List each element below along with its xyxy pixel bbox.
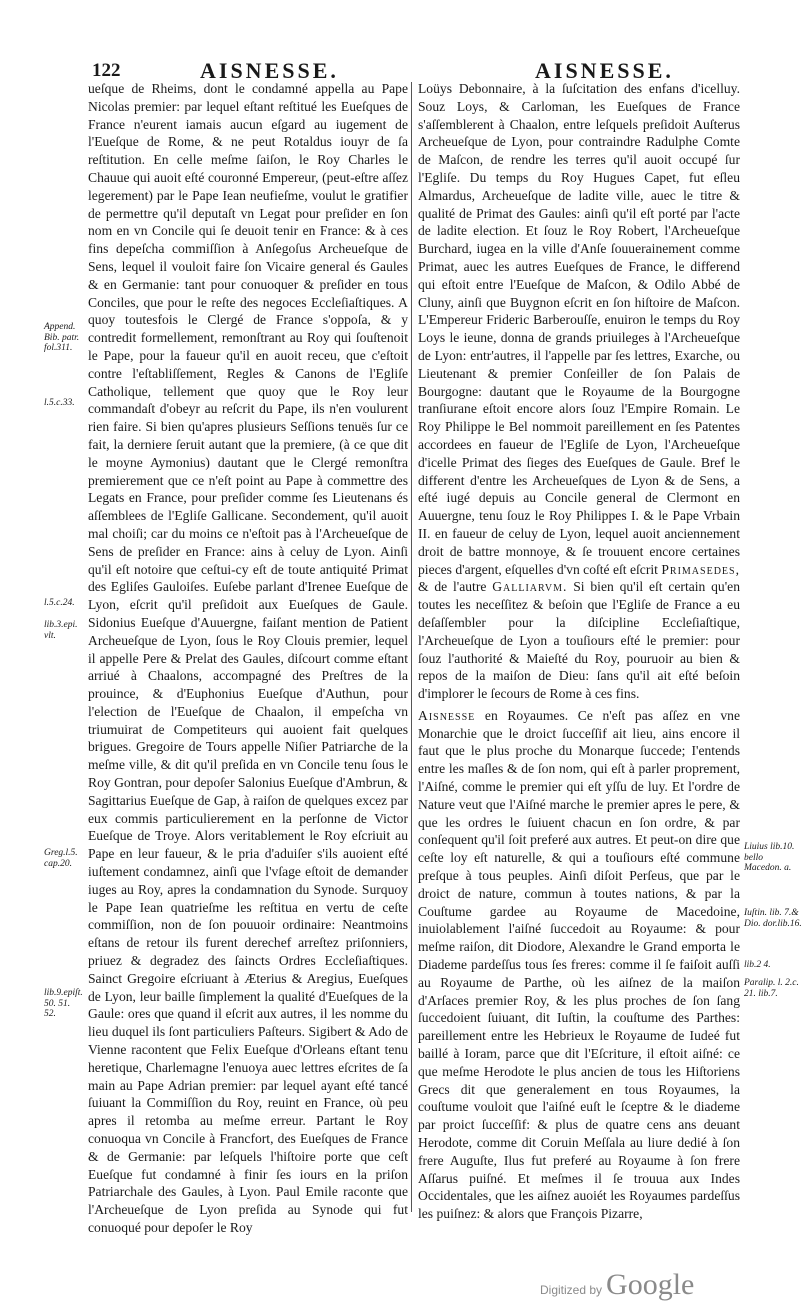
right-paragraph-1-text: Loüys Debonnaire, à la ſuſcitation des enfans d'icelluy. Souz Loys, & Carloman, les Eueſques de France s'aſſemblerent à Chaalon, entre leſquels preſidoit Auſterus Archeueſque de Lyon, pour contraindre Radulphe Comte de Maſcon, de rendre les terres qu'il auoit occupé ſur l'Egliſe. Du temps du Roy Hugues Capet, fut eſleu Almardus, Archeueſque de ladite ville, auec le titre & qualité de Primat des Gaules: ainſi qu'il eſt porté par l'acte de ladite election. Et ſouz le Roy Robert, l'Archeueſque Burchard, iugea en la ville d'Anſe ſouuerainement comme Primat, auec les autres Eueſques de France, le differend qui eſtoit entre l'Eueſque de Maſcon, & Odilo Abbé de Cluny, ainſi que Buygnon eſcrit en ſon hiſtoire de Maſcon. L'Empereur Frideric Barberouſſe, enuiron le temps du Roy Loys le ieune, donna de grands priuileges à l'Archeueſque de Lyon: entr'autres, il l'appelle par ſes lettres, Exarche, ou Lieutenant & premier Conſeiller de ſon Palais de Bourgogne: dautant que le Royaume de la Bourgogne tranſiurane eſtoit encore alors ſouz l'Empire Romain. Le Roy Philippe le Bel nommoit pareillement en ſes Patentes accordees en faueur de l'Egliſe de Lyon, l'Archeueſque d'icelle Primat des ſieges des Eueſques de Gaule. Bref le different d'entre les Archeueſques de Lyon & de Sens, a eſté iugé depuis au Concile general de Clermont en Auuergne, tenu ſouz le Roy Philippes I. & le Pape Vrbain II. en faueur de celuy de Lyon, lequel auoit anciennement droit de battre monnoye, & ſe trouuent encore certaines pieces d'argent, eſquelles d'vn coſté eſt eſcrit [418,81,740,577]
running-header-left: AISNESSE. [200,58,339,83]
margin-note: Append. Bib. patr. fol.311. [44,322,80,353]
coin-inscription-1: Primasedes, [661,561,740,577]
right-column-paragraph-2 [418,707,740,1223]
margin-note: lib.9.epiſt. 50. 51. 52. [44,988,83,1019]
right-paragraph-1b-text: Si bien qu'il eſt certain qu'en toutes les neceſſitez & beſoin que l'Egliſe de France a eu deſaſſembler pour la diſcipline Eccleſiaſtique, l'Archeueſque de Lyon a touſiours eſté le premier: pour ſouz l'authorité & Maieſté du Roy, pouruoir au bien & repos de la maiſon de Dieu: ſans qu'il ait eſté beſoin d'implorer le ſecours de Rome à ces fins. [418,579,740,702]
right-text-column [418,80,740,1222]
page-number: 122 [92,60,121,81]
coin-inscription-2: Galliarvm. [492,579,568,595]
section-heading-aisnesse: Aisnesse [418,707,476,723]
right-paragraph-2-text: en Royaumes. Ce n'eſt pas aſſez en vne Monarchie que le droict ſucceſſif ait lieu, ains encore il faut que le plus proche du Monarque ſuccede; I'entends entre les maſles & de ſon nom, qui eſt à parler proprement, l'Aiſné, comme le premier qui eſt yſſu de luy. Et l'ordre de Nature veut que l'Aiſné marche le premier apres le pere, & que les ordres le ſuiuent chacun en ſon ordre, & par conſequent qu'il ſoit preferé aux autres. Et peut-on dire que ceſte loy eſt naturelle, & qui a touſiours eſté commune preſque à tous peuples. Ainſi diſoit Perſeus, que par le droict de nature, commun à toutes nations, & par la Couſtume gardee au Royaume de Macedoine, inuiolablement l'aiſné ſuccedoit au Royaume: & pour meſme raiſon, dit Diodore, Alexandre le Grand emporta le Diademe pardeſſus tous ſes freres: comme il ſe faiſoit auſſi au Royaume de Parthe, où les aiſnez de la maiſon d'Arſaces premier Roy, & les plus proches de ſon ſang ſuccedoient ſuiuant, dit Iuſtin, la couſtume des Parthes: pareillement entre les Hebrieux le Royaume de Iudeé fut baillé à Ioram, parce que dit l'Eſcriture, il eſtoit aiſné: ce que meſme Herodote le plus ancien de tous les Hiſtoriens Grecs dit que generalement en tous Royaumes, la couſtume vouloit que l'aiſné euſt le ſceptre & le diademe par proict ſucceſſif: & plus de quatre cens ans deuant Herodote, comme dit Coruin Meſſala au liure dedié à ſon frere Auguſte, Ilus fut preferé au Royaume à ſon frere Aſſarus puiſné. Et meſmes il ſe trouua aux Indes Occidentales, que les aiſnez auoiét les Royaumes pardeſſus les puiſnez: & alors que François Pizarre, [418,707,740,1222]
margin-note: l.5.c.33. [44,398,75,408]
left-column-paragraph: ueſque de Rheims, dont le condamné appella au Pape Nicolas premier: par lequel eſtant reſtitué les Eueſques de France n'eurent iamais aucun eſgard au iugement de l'Eueſque de Rome, & ne peut Rotaldus iouyr de ſa reſtitution. En celle meſme ſaiſon, le Roy Charles le Chauue qui auoit eſté couronné Empereur, (peut-eſtre aſſez legerement) par le Pape Iean neufieſme, voulut le gratifier de permettre qu'il deputaſt vn Legat pour preſider en ſon nom en vn Concile qui ſe deuoit tenir en France: & à ces fins depeſcha commiſſion à Anſegoſus Archeueſque de Sens, lequel il vouloit faire ſon Vicaire general és Gaules & en Germanie: tant pour conuoquer & preſider en tous Conciles, que pour le reſte des negoces Eccleſiaſtiques. A quoy toutesfois le Clergé de France s'oppoſa, & y contredit formellement, remonſtrant au Roy qui ſouſtenoit le Pape, pour la faueur qu'il en auoit receu, que c'eſtoit contre l'eſtabliſſement, Regles & Canons de l'Egliſe Catholique, tellement que quoy que le Roy leur commandaſt d'obeyr au reſcrit du Pape, ils n'en voulurent rien faire. Si bien qu'apres plusieurs Seſſions tenuës ſur ce fait, la derniere ſeruit autant que la premiere, (à ce que dit le moyne Aymonius) dautant que le Clergé remonſtra premierement que ce n'eſt point au Pape à commettre des Legats en France, pour preſider comme ſes Lieutenans és aſſemblees de l'Egliſe Gallicane. Secondement, qu'il auoit mal choiſi; car du moins ce n'eſtoit pas à l'Archeueſque de Sens de preſider en France: ains à celuy de Lyon. Ainſi qu'il eſt notoire que ceſtui-cy eſt de toute antiquité Primat des Egliſes Gauloiſes. Euſebe parlant d'Irenee Eueſque de Lyon, eſcrit qu'il preſidoit aux Eueſques de Gaule. Sidonius Eueſque d'Auuergne, faiſant mention de Patient Archeueſque de Lyon, ſous le Roy Clouis premier, lequel il appelle Pere & Prelat des Gaules, diſcourt comme eſtant arriué à Chaalons, accompagné des Preſtres de la prouince, & d'Euphonius Eueſque d'Authun, pour l'election de l'Eueſque de Chaalon, il empeſcha vn triumuirat de Competiteurs qui auoient fait quelques brigues. Gregoire de Tours appelle Niſier Patriarche de la meſme ville, & dit qu'il preſida en vn Concile tenu ſous le Roy Gontran, pour depoſer Salonius Eueſque d'Ambrun, & Sagittarius Eueſque de Gap, à raiſon de quelques excez par eux commis particulierement en la perſonne de Victor Eueſque de Troye. Alors veritablement le Roy eſcriuit au Pape en leur faueur, & le pria d'aduiſer s'ils auoient eſté iuſtement condamnez, ainſi que l'vſage eſtoit de demander iuges au Roy, apres la condamnation du Synode. Surquoy le Pape Iean quatrieſme les reſtitua en vertu de ceſte commiſſion, non de ſon pouuoir ordinaire: Neantmoins eſtans de retour ils furent derechef arreſtez priſonniers, priuez & degradez des ſaincts Ordres Eccleſiaſtiques. Sainct Gregoire eſcriuant à Æterius & Aregius, Eueſques de Lyon, leur baille ſimplement la qualité d'Eueſques de la Gaule: ores que quand il eſcrit aux autres, il les nomme du lieu duquel ils ſont particuliers Paſteurs. Sigibert & Ado de Vienne racontent que Felix Eueſque d'Orleans eſtant tenu heretique, Charlemagne l'enuoya auec lettres eſcrites de ſa main au Pape Adrian premier: par lequel ayant eſté tancé ſuiuant la Commiſſion du Roy, reuint en France, où peu apres il retomba au meſme erreur. Partant le Roy conuoqua vn Concile à Francfort, des Eueſques de France & de Germanie: par leſquels l'hiſtoire porte que ceſt Eueſque fut condamné à finir ſes iours en la priſon Patriarchale des Gaules, à Lyon. Paul Emile raconte que l'Archeueſque de Lyon preſida au Synode qui fut conuoqué pour depoſer le Roy [88,81,408,1235]
right-column-paragraph-1 [418,80,740,703]
running-header-right: AISNESSE. [535,58,674,83]
margin-note: Paralip. l. 2.c. 21. lib.7. [744,978,799,999]
column-divider [411,82,412,1212]
margin-note: Liuius lib.10. bello Macedon. a. [744,842,795,873]
margin-note: lib.3.epi. vlt. [44,620,78,641]
margin-note: l.5.c.24. [44,598,75,608]
google-watermark [540,1268,694,1302]
watermark-prefix: Digitized by [540,1283,603,1297]
margin-note: Greg.l.5. cap.20. [44,848,78,869]
left-text-column [88,80,408,1235]
google-logo: Google [606,1268,695,1301]
right-mid-text: & de l'autre [418,579,487,595]
margin-note: Iuſtin. lib. 7.& Dio. dor.lib.16. [744,908,802,929]
margin-note: lib.2 4. [744,960,771,970]
